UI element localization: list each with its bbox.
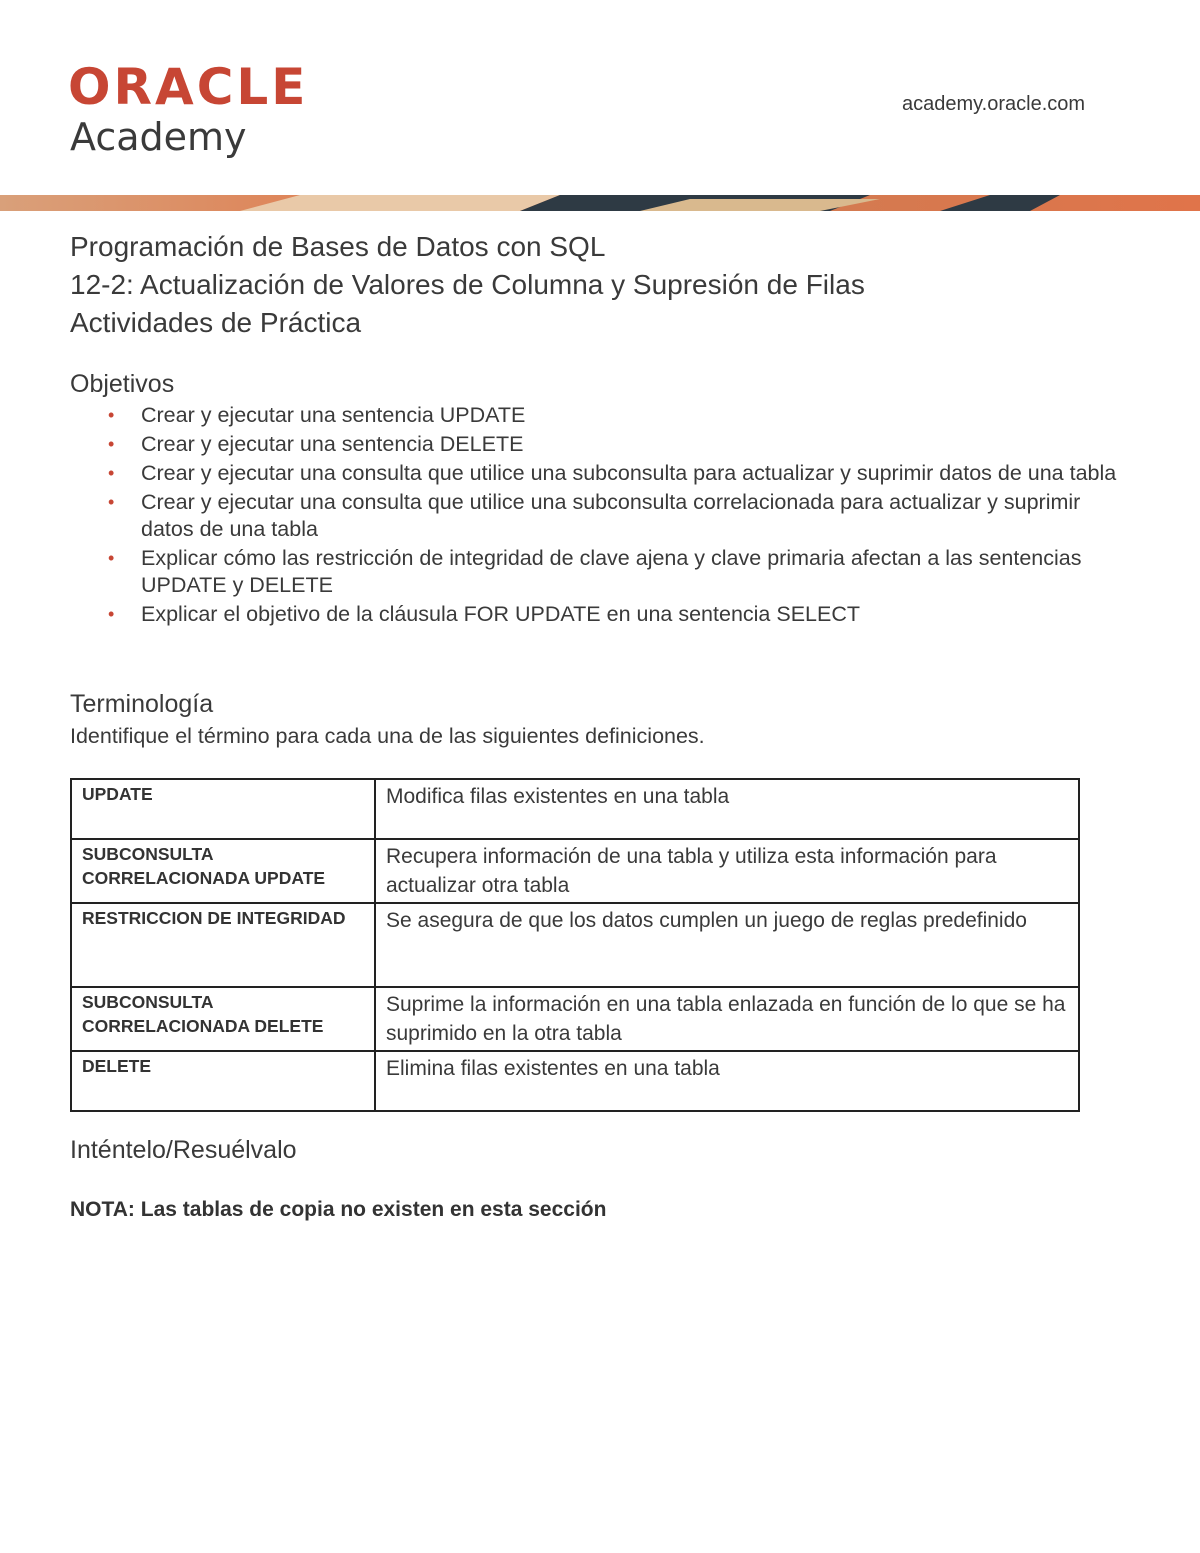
course-title: Programación de Bases de Datos con SQL bbox=[70, 231, 606, 262]
objective-item bbox=[70, 402, 1130, 429]
definition-cell: Se asegura de que los datos cumplen un juego de reglas predefinido bbox=[375, 903, 1079, 987]
objectives-list bbox=[70, 402, 1130, 630]
page-header bbox=[0, 0, 1200, 215]
definition-cell: Modifica filas existentes en una tabla bbox=[375, 779, 1079, 839]
table-row bbox=[71, 987, 1079, 1051]
objective-text: Crear y ejecutar una consulta que utilice una subconsulta correlacionada para actualizar y suprimir datos de una tabla bbox=[141, 490, 1081, 541]
objective-item bbox=[70, 545, 1130, 599]
practice-heading: Inténtelo/Resuélvalo bbox=[70, 1136, 297, 1164]
objective-item bbox=[70, 489, 1130, 543]
term-cell: DELETE bbox=[71, 1051, 375, 1111]
table-row bbox=[71, 903, 1079, 987]
definition-cell: Recupera información de una tabla y utiliza esta información para actualizar otra tabla bbox=[375, 839, 1079, 903]
table-row bbox=[71, 779, 1079, 839]
objective-text: Crear y ejecutar una sentencia DELETE bbox=[141, 432, 524, 456]
terminology-heading: Terminología bbox=[70, 690, 214, 718]
objectives-heading: Objetivos bbox=[70, 370, 175, 398]
objective-text: Crear y ejecutar una consulta que utilice una subconsulta para actualizar y suprimir datos de una tabla bbox=[141, 461, 1117, 485]
bullet-icon: • bbox=[108, 492, 115, 512]
term-cell: RESTRICCION DE INTEGRIDAD bbox=[71, 903, 375, 987]
term-cell: SUBCONSULTA CORRELACIONADA DELETE bbox=[71, 987, 375, 1051]
terminology-table bbox=[70, 778, 1080, 1112]
objective-text: Explicar el objetivo de la cláusula FOR UPDATE en una sentencia SELECT bbox=[141, 602, 861, 626]
bullet-icon: • bbox=[108, 463, 115, 483]
academy-logo-text: Academy bbox=[70, 115, 247, 159]
objective-item bbox=[70, 601, 1130, 628]
bullet-icon: • bbox=[108, 434, 115, 454]
definition-cell: Elimina filas existentes en una tabla bbox=[375, 1051, 1079, 1111]
practice-note: NOTA: Las tablas de copia no existen en esta sección bbox=[70, 1198, 607, 1221]
site-url: academy.oracle.com bbox=[902, 93, 1086, 115]
term-cell: SUBCONSULTA CORRELACIONADA UPDATE bbox=[71, 839, 375, 903]
table-row bbox=[71, 1051, 1079, 1111]
objective-text: Crear y ejecutar una sentencia UPDATE bbox=[141, 403, 526, 427]
oracle-logo: ORACLE bbox=[68, 58, 309, 116]
objective-item bbox=[70, 431, 1130, 458]
document-subtitle: Actividades de Práctica bbox=[70, 307, 362, 338]
terminology-intro: Identifique el término para cada una de las siguientes definiciones. bbox=[70, 724, 705, 748]
objective-item bbox=[70, 460, 1130, 487]
definition-cell: Suprime la información en una tabla enlazada en función de lo que se ha suprimido en la otra tabla bbox=[375, 987, 1079, 1051]
term-cell: UPDATE bbox=[71, 779, 375, 839]
objective-text: Explicar cómo las restricción de integridad de clave ajena y clave primaria afectan a las sentencias UPDATE y DELETE bbox=[141, 546, 1082, 597]
lesson-title: 12-2: Actualización de Valores de Columna y Supresión de Filas bbox=[70, 269, 865, 300]
decorative-banner bbox=[0, 193, 1200, 213]
bullet-icon: • bbox=[108, 548, 115, 568]
bullet-icon: • bbox=[108, 405, 115, 425]
document-titles bbox=[70, 228, 865, 342]
table-row bbox=[71, 839, 1079, 903]
bullet-icon: • bbox=[108, 604, 115, 624]
